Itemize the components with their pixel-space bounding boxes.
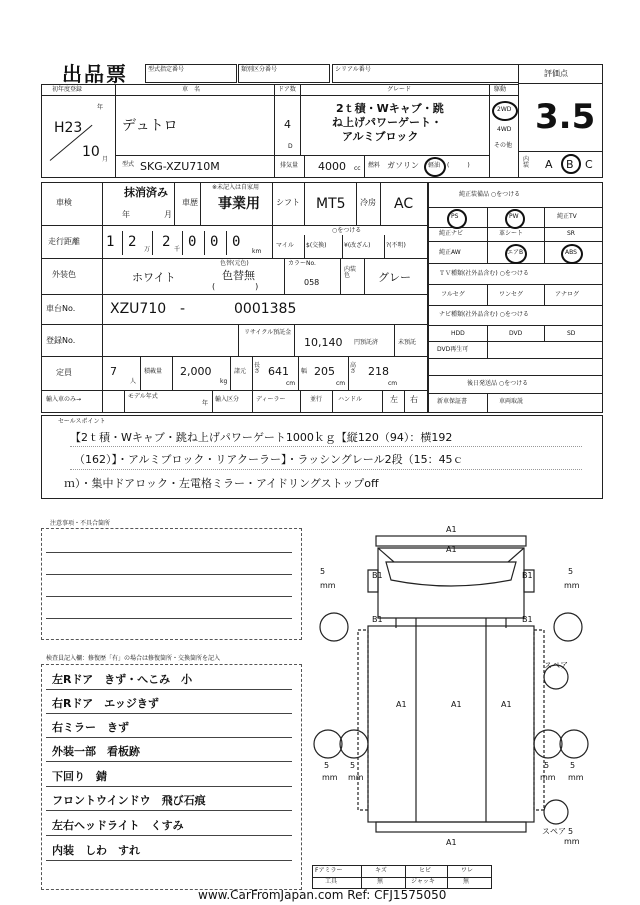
reg-no-label: 登録No. bbox=[46, 336, 76, 345]
mileage-digit-6: 0 bbox=[210, 234, 219, 250]
color-change-value: 色替無 bbox=[222, 269, 255, 282]
later-warranty: 新車保証書 bbox=[437, 398, 468, 405]
handle-right: 右 bbox=[410, 395, 418, 404]
inspection-label: 車検 bbox=[56, 198, 72, 207]
exterior-color: ホワイト bbox=[132, 271, 176, 284]
tv-fullseg: フルセグ bbox=[441, 291, 465, 298]
ac-label: 冷房 bbox=[360, 198, 376, 207]
sales-points-label: セールスポイント bbox=[58, 418, 106, 425]
damage-6: フロントウインドウ 飛び石痕 bbox=[52, 794, 206, 807]
height-label: 高さ bbox=[350, 362, 357, 375]
sales-line-3: ｍ）・集中ドアロック・左電格ミラー・アイドリングストップoff bbox=[64, 477, 379, 490]
left-rail bbox=[358, 630, 368, 810]
drive-2wd: 2WD bbox=[497, 106, 512, 113]
car-name: デュトロ bbox=[122, 118, 178, 134]
fuel-other: ( ) bbox=[447, 162, 470, 169]
options-title: 純正装備品 ○をつける bbox=[459, 191, 521, 198]
grade-line-1: 2ｔ積・Wキャブ・跳 bbox=[336, 102, 444, 115]
mileage-km: km bbox=[252, 248, 262, 255]
watermark: www.CarFromJapan.com Ref: CFJ1575050 bbox=[198, 888, 447, 902]
option-navi: 純正ナビ bbox=[439, 230, 464, 237]
score-label: 評価点 bbox=[544, 69, 568, 78]
damage-8: 内装 しわ すれ bbox=[52, 844, 140, 857]
load-value: 2,000 bbox=[180, 365, 212, 378]
load-unit: kg bbox=[220, 378, 228, 385]
doors-label: ドア数 bbox=[278, 86, 296, 93]
navi-sd: SD bbox=[567, 330, 576, 337]
history-label: 車歴 bbox=[182, 198, 198, 207]
sales-points-box bbox=[41, 415, 603, 499]
first-reg-label: 初年度登録 bbox=[52, 86, 83, 93]
cargo-body bbox=[368, 626, 534, 822]
legend-tools-none: 無 bbox=[377, 878, 384, 885]
displacement-unit: cc bbox=[354, 165, 361, 172]
grade-line-3: アルミブロック bbox=[342, 130, 419, 143]
grade-label: グレード bbox=[387, 86, 412, 93]
mark-b1-right-low: B1 bbox=[522, 615, 533, 624]
first-reg-era: H23 bbox=[54, 120, 83, 136]
inspection-year-unit: 年 bbox=[122, 210, 130, 219]
notes-label: 注意事項・不具合箇所 bbox=[50, 520, 111, 527]
mile-label: マイル bbox=[276, 242, 294, 249]
vehicle-info-table bbox=[41, 84, 519, 178]
mileage-digit-1: 1 bbox=[106, 234, 115, 250]
later-title: 後日発送品 ○をつける bbox=[467, 380, 529, 387]
dims-label: 諸元 bbox=[234, 368, 247, 375]
spare-wheel-2 bbox=[544, 800, 568, 824]
cab-outline bbox=[378, 548, 524, 618]
option-abs-circle bbox=[561, 244, 583, 264]
navi-title: ナビ種類(社外品含む) ○をつける bbox=[439, 311, 529, 318]
damage-2: 右Rドア エッジきず bbox=[52, 697, 159, 710]
chassis-label: 車台No. bbox=[46, 304, 76, 313]
mileage-digit-7: 0 bbox=[232, 234, 241, 250]
fuel-circle bbox=[424, 157, 446, 177]
model-code: SKG-XZU710M bbox=[140, 160, 220, 173]
mark-a1-body-left: A1 bbox=[396, 700, 407, 709]
drive-other: その他 bbox=[494, 142, 513, 149]
legend-scratch: キズ bbox=[375, 867, 387, 874]
handle-label: ハンドル bbox=[338, 396, 363, 403]
mark-b1-left: B1 bbox=[372, 571, 383, 580]
height-value: 218 bbox=[368, 365, 389, 378]
wheel-rear-right-1 bbox=[534, 730, 562, 758]
load-label: 積載量 bbox=[144, 368, 163, 375]
car-name-label: 車 名 bbox=[182, 86, 201, 93]
mark-a1-cab: A1 bbox=[446, 545, 457, 554]
capacity-label: 定員 bbox=[56, 368, 72, 377]
length-value: 641 bbox=[268, 365, 289, 378]
recycle-unit: 円預託済 bbox=[354, 339, 379, 346]
legend-jack: ジャッキ bbox=[411, 878, 435, 885]
width-label: 幅 bbox=[301, 368, 308, 375]
length-label: 長さ bbox=[254, 362, 261, 375]
import-parallel: 並行 bbox=[310, 396, 323, 403]
inspection-month-unit: 月 bbox=[164, 210, 172, 219]
options-table bbox=[428, 182, 603, 413]
tread-fl-unit: mm bbox=[320, 581, 336, 590]
wheel-rear-right-2 bbox=[560, 730, 588, 758]
drive-4wd: 4WD bbox=[497, 126, 512, 133]
tv-oneseg: ワンセグ bbox=[499, 291, 524, 298]
truck-damage-diagram bbox=[306, 522, 600, 862]
width-unit: cm bbox=[336, 380, 346, 387]
fuel-label: 燃料 bbox=[368, 162, 381, 169]
mileage-digit-4: 2 bbox=[162, 234, 171, 250]
displacement-label: 排気量 bbox=[280, 162, 299, 169]
damage-5: 下回り 錆 bbox=[52, 770, 107, 783]
tread-fr: 5 bbox=[568, 567, 574, 576]
inspection-status: 抹消済み bbox=[124, 186, 168, 199]
fuel-gasoline: ガソリン bbox=[387, 161, 419, 170]
interior-grade-c: C bbox=[585, 158, 593, 171]
doors-unit: D bbox=[288, 143, 293, 150]
option-airbag: エアB bbox=[507, 249, 524, 256]
wheel-front-right bbox=[554, 613, 582, 641]
serial-number-box: シリアル番号 bbox=[332, 64, 519, 83]
spare-label-2: スペア bbox=[542, 827, 566, 836]
option-sr: SR bbox=[567, 230, 575, 237]
recycle-amount: 10,140 bbox=[304, 336, 343, 349]
right-rail bbox=[534, 630, 544, 810]
option-airbag-circle bbox=[505, 244, 527, 264]
year-unit: 年 bbox=[97, 104, 104, 111]
mileage-digit-2: 2 bbox=[128, 234, 137, 250]
legend-table bbox=[312, 865, 492, 889]
model-label: 型式 bbox=[122, 161, 135, 168]
class-number-box: 類別区分番号 bbox=[238, 64, 330, 83]
inspector-note: 検査員記入欄：修復歴「有」の場合は修復箇所・交換箇所を記入 bbox=[46, 655, 221, 662]
width-value: 205 bbox=[314, 365, 335, 378]
legend-tools: 工具 bbox=[325, 878, 338, 885]
chassis-prefix: XZU710 bbox=[110, 301, 167, 317]
mark-a1-body-center: A1 bbox=[451, 700, 462, 709]
mile-opt-unknown: ?(不明) bbox=[386, 242, 406, 249]
ac-value: AC bbox=[394, 196, 414, 212]
option-abs: ABS bbox=[565, 249, 577, 256]
wheel-rear-left-2 bbox=[340, 730, 368, 758]
mark-a1-rear: A1 bbox=[446, 838, 457, 847]
damage-1: 左Rドア きず・へこみ 小 bbox=[52, 673, 193, 686]
mileage-label: 走行距離 bbox=[48, 237, 80, 246]
model-year-unit: 年 bbox=[202, 400, 209, 407]
tread-fl: 5 bbox=[320, 567, 326, 576]
option-aw: 純正AW bbox=[439, 249, 461, 256]
damage-3: 右ミラー きず bbox=[52, 721, 129, 734]
tv-analog: アナログ bbox=[555, 291, 580, 298]
import-dealer: ディーラー bbox=[256, 396, 286, 403]
tread-rl2: 5 bbox=[350, 761, 356, 770]
color-change-label: 色替(元色) bbox=[220, 260, 249, 267]
chassis-number: 0001385 bbox=[234, 301, 297, 317]
int-color-label: 内装色 bbox=[344, 266, 357, 279]
spare-label-1: スペア bbox=[544, 661, 568, 670]
shift-label: シフト bbox=[276, 198, 300, 207]
notes-box bbox=[41, 528, 302, 640]
mark-a1-body-right: A1 bbox=[501, 700, 512, 709]
recycle-not: 未預託 bbox=[398, 339, 417, 346]
height-unit: cm bbox=[388, 380, 398, 387]
mile-opt-tamper: ¥(改ざん) bbox=[344, 242, 371, 249]
displacement: 4000 bbox=[318, 160, 346, 173]
spare-tread-unit: mm bbox=[564, 837, 580, 846]
private-note: ※未記入は自家用 bbox=[212, 184, 260, 191]
option-ps-circle bbox=[447, 209, 467, 229]
mileage-man: 万 bbox=[144, 246, 151, 253]
color-label: 外装色 bbox=[52, 270, 76, 279]
wheel-rear-left-1 bbox=[314, 730, 342, 758]
spec-table bbox=[41, 182, 428, 413]
navi-dvd: DVD bbox=[509, 330, 523, 337]
capacity-unit: 人 bbox=[130, 378, 137, 385]
interior-grade-circle bbox=[561, 154, 581, 174]
model-year-label: モデル年式 bbox=[128, 393, 158, 400]
score-value: 3.5 bbox=[535, 97, 596, 137]
color-no: 058 bbox=[304, 278, 320, 287]
mark-a1-front: A1 bbox=[446, 525, 457, 534]
color-change-paren: ( ) bbox=[212, 282, 259, 291]
sales-line-1: 【2ｔ積・Wキャブ・跳ね上げパワーゲート1000ｋｇ【縦120（94）：横192 bbox=[70, 431, 453, 444]
mark-b1-right: B1 bbox=[522, 571, 533, 580]
document-title: 出品票 bbox=[62, 62, 128, 86]
import-type-label: 輸入区分 bbox=[215, 396, 240, 403]
interior-label: 内装 bbox=[523, 156, 530, 169]
legend-crack: ヒビ bbox=[419, 867, 432, 874]
tread-rr1-unit: mm bbox=[540, 773, 556, 782]
wheel-front-left bbox=[320, 613, 348, 641]
rear-bumper bbox=[376, 822, 526, 832]
legend-jack-none: 無 bbox=[463, 878, 470, 885]
length-unit: cm bbox=[286, 380, 296, 387]
interior-grade-b: B bbox=[566, 158, 574, 171]
drive-circle bbox=[492, 101, 518, 121]
tread-rr2-unit: mm bbox=[568, 773, 584, 782]
doors-value: 4 bbox=[284, 118, 291, 131]
legend-mirror: Fアミラー bbox=[315, 867, 343, 874]
damage-7: 左右ヘッドライト くすみ bbox=[52, 819, 184, 832]
chassis-separator: - bbox=[180, 301, 186, 317]
first-reg-month: 10 bbox=[82, 144, 100, 160]
history-value: 事業用 bbox=[218, 196, 260, 212]
tread-rl2-unit: mm bbox=[348, 773, 364, 782]
windshield bbox=[386, 562, 516, 586]
later-manual: 車両取説 bbox=[499, 398, 524, 405]
tv-title: ＴＶ種類(社外品含む) ○をつける bbox=[439, 270, 529, 277]
damage-4: 外装一部 看板跡 bbox=[52, 745, 140, 758]
tread-rr2: 5 bbox=[570, 761, 576, 770]
shift-value: MT5 bbox=[316, 196, 346, 212]
mile-o-mark: ○をつける bbox=[332, 227, 362, 234]
score-box bbox=[518, 64, 603, 178]
mileage-sen: 千 bbox=[174, 246, 181, 253]
import-label: 輸入車のみ→ bbox=[46, 396, 82, 403]
option-leather: 革シート bbox=[499, 230, 524, 237]
mile-opt-exchange: $(交換) bbox=[306, 242, 327, 249]
option-tv: 純正TV bbox=[557, 213, 577, 220]
type-approval-box: 型式指定番号 bbox=[145, 64, 237, 83]
color-no-label: カラーNo. bbox=[288, 260, 316, 267]
month-unit: 月 bbox=[102, 156, 109, 163]
tread-fr-unit: mm bbox=[564, 581, 580, 590]
mark-b1-left-low: B1 bbox=[372, 615, 383, 624]
fuel-light-oil: 軽油 bbox=[428, 162, 441, 169]
dvd-playback: DVD再生可 bbox=[437, 346, 469, 353]
navi-hdd: HDD bbox=[451, 330, 465, 337]
tread-rl1-unit: mm bbox=[322, 773, 338, 782]
mileage-digit-5: 0 bbox=[188, 234, 197, 250]
option-pw: PW bbox=[509, 213, 519, 220]
sales-line-2: （162）】・アルミブロック・リアクーラー】・ラッシングレール2段（15：45ｃ bbox=[74, 453, 464, 466]
spare-tread: 5 bbox=[568, 827, 574, 836]
capacity-value: 7 bbox=[110, 365, 117, 378]
tread-rr1: 5 bbox=[544, 761, 550, 770]
grade-line-2: ね上げパワーゲート・ bbox=[332, 116, 442, 129]
option-ps: PS bbox=[451, 213, 459, 220]
recycle-label: リサイクル預託金 bbox=[244, 329, 292, 336]
drive-label: 駆動 bbox=[494, 86, 507, 93]
handle-left: 左 bbox=[390, 395, 398, 404]
legend-break: ワレ bbox=[461, 867, 474, 874]
option-pw-circle bbox=[505, 209, 525, 229]
interior-grade-a: A bbox=[545, 158, 553, 171]
interior-color: グレー bbox=[378, 271, 411, 284]
tread-rl1: 5 bbox=[324, 761, 330, 770]
